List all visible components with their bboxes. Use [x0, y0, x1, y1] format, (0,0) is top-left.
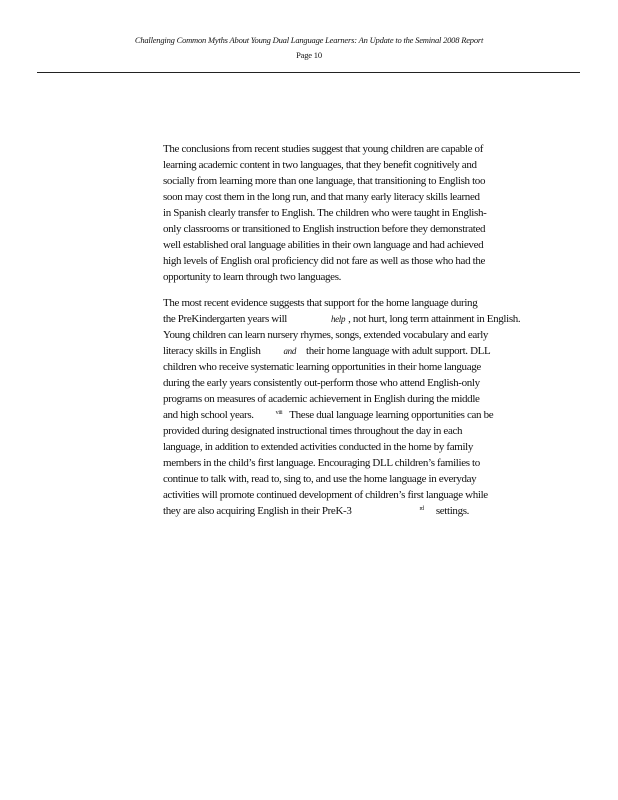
text-line: The most recent evidence suggests that support for the home language during — [163, 297, 478, 309]
text-line: well established oral language abilities in their own language and had achieved — [163, 239, 484, 251]
text-line — [163, 503, 469, 521]
page-number: Page 10 — [296, 50, 322, 60]
text-line: socially from learning more than one language, that transitioning to English too — [163, 175, 486, 187]
text-line — [163, 343, 490, 359]
text-line: provided during designated instructional times throughout the day in each — [163, 425, 463, 437]
endnote-marker: viii — [275, 410, 283, 416]
text-run: settings. — [435, 505, 470, 517]
text-line: children who receive systematic learning opportunities in their home language — [163, 361, 481, 373]
text-line: opportunity to learn through two languages. — [163, 271, 342, 283]
text-line: The conclusions from recent studies suggest that young children are capable of — [163, 143, 484, 155]
header-rule — [37, 72, 580, 73]
text-line: during the early years consistently out-perform those who attend English-only — [163, 377, 480, 389]
text-line: Young children can learn nursery rhymes, songs, extended vocabulary and early — [163, 329, 489, 341]
text-run: their home language with adult support. DLL — [305, 345, 491, 357]
text-line: activities will promote continued development of children’s first language while — [163, 489, 488, 501]
text-run: , not hurt, long term attainment in English. — [348, 313, 521, 325]
text-line: continue to talk with, read to, sing to, and use the home language in everyday — [163, 473, 477, 485]
text-line: programs on measures of academic achievement in English during the middle — [163, 393, 480, 405]
running-header-title: Challenging Common Myths About Young Dual Language Learners: An Update to the Seminal 2008 Report — [134, 35, 484, 45]
text-line: high levels of English oral proficiency did not fare as well as those who had the — [163, 255, 486, 267]
text-run: the PreKindergarten years will — [163, 313, 288, 325]
text-line: language, in addition to extended activities conducted in the home by family — [163, 441, 474, 453]
text-run: These dual language learning opportunities can be — [289, 409, 494, 421]
emphasis-and: and — [283, 346, 296, 356]
text-run: literacy skills in English — [163, 345, 261, 357]
text-run: and high school years. — [163, 409, 254, 421]
text-line: in Spanish clearly transfer to English. The children who were taught in English- — [163, 207, 487, 219]
ordinal-suffix: rd — [419, 506, 424, 512]
text-run: they are also acquiring English in their PreK-3 — [163, 505, 352, 517]
text-line: only classrooms or transitioned to English instruction before they demonstrated — [163, 223, 486, 235]
text-line — [163, 311, 520, 327]
text-line: members in the child’s first language. Encouraging DLL children’s families to — [163, 457, 480, 469]
emphasis-help: help — [331, 314, 346, 324]
text-line: learning academic content in two languages, that they benefit cognitively and — [163, 159, 477, 171]
text-line: soon may cost them in the long run, and that many early literacy skills learned — [163, 191, 480, 203]
